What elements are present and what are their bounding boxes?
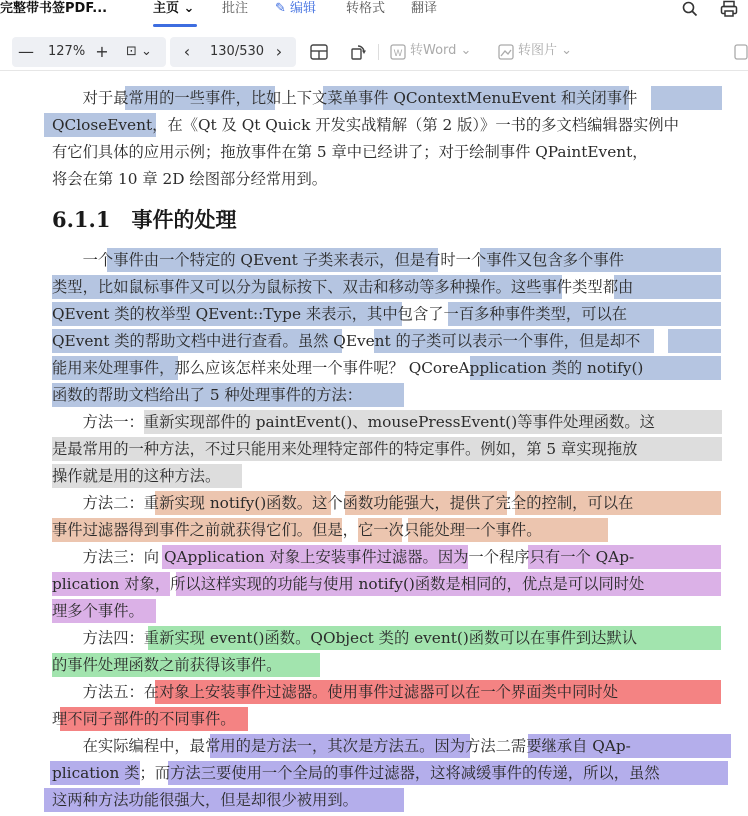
toolbar-divider bbox=[378, 44, 379, 60]
prev-page-button[interactable]: ‹ bbox=[183, 42, 191, 61]
menu-bar bbox=[0, 0, 748, 28]
to-image-button[interactable]: 转图片 ⌄ bbox=[518, 43, 573, 58]
word-icon bbox=[390, 44, 406, 60]
image-icon bbox=[498, 44, 514, 60]
text-line: 理不同子部件的不同事件。 bbox=[0, 706, 748, 732]
text-line: plication 类；而方法三要使用一个全局的事件过滤器，这将减缓事件的传递，所以，虽然 bbox=[0, 760, 748, 786]
section-heading: 6.1.1 事件的处理 bbox=[52, 207, 237, 232]
menu-translate[interactable]: 翻译 bbox=[411, 1, 438, 16]
text-line: 方法五：在对象上安装事件过滤器。使用事件过滤器可以在一个界面类中同时处 bbox=[0, 679, 748, 705]
menu-edit[interactable]: ✎ 编辑 bbox=[275, 1, 317, 16]
print-icon[interactable] bbox=[720, 0, 738, 18]
to-word-button[interactable]: 转Word ⌄ bbox=[410, 43, 472, 58]
text-line: 有它们具体的应用示例；拖放事件在第 5 章中已经讲了；对于绘制事件 QPaintEvent， bbox=[52, 143, 648, 161]
text-line: 方法三：向 QApplication 对象上安装事件过滤器。因为一个程序只有一个 QAp- bbox=[0, 544, 748, 570]
text-line: 方法二：重新实现 notify()函数。这个函数功能强大，提供了完全的控制，可以在 bbox=[0, 490, 748, 516]
menu-annotate[interactable]: 批注 bbox=[222, 1, 249, 16]
document-page bbox=[0, 70, 748, 816]
text-line: 这两种方法功能很强大，但是却很少被用到。 bbox=[0, 787, 748, 813]
more-tools-icon[interactable] bbox=[734, 44, 748, 60]
toolbar bbox=[0, 36, 748, 68]
highlight-blue[interactable] bbox=[668, 329, 721, 353]
text-line: 理多个事件。 bbox=[0, 598, 748, 624]
zoom-level[interactable]: 127% bbox=[48, 44, 86, 59]
zoom-group bbox=[12, 37, 166, 67]
text-line: 类型，比如鼠标事件又可以分为鼠标按下、双击和移动等多种操作。这些事件类型都由 bbox=[0, 274, 748, 300]
text-line: 将会在第 10 章 2D 绘图部分经常用到。 bbox=[52, 170, 328, 188]
text-line: 一个事件由一个特定的 QEvent 子类来表示，但是有时一个事件又包含多个事件 bbox=[0, 247, 748, 273]
text-line: plication 对象，所以这样实现的功能与使用 notify()函数是相同的，优点是可以同时处 bbox=[0, 571, 748, 597]
highlight-blue[interactable] bbox=[651, 86, 722, 110]
text-line: 操作就是用的这种方法。 bbox=[0, 463, 748, 489]
text-line: 是最常用的一种方法，不过只能用来处理特定部件的特定事件。例如，第 5 章实现拖放 bbox=[0, 436, 748, 462]
active-tab-indicator bbox=[153, 24, 197, 27]
app-title[interactable]: 完整带书签PDF... bbox=[0, 1, 108, 16]
page-indicator[interactable]: 130/530 bbox=[210, 44, 265, 59]
text-line: 的事件处理函数之前获得该事件。 bbox=[0, 652, 748, 678]
rotate-icon[interactable] bbox=[350, 43, 366, 61]
next-page-button[interactable]: › bbox=[275, 42, 283, 61]
zoom-in-button[interactable]: + bbox=[95, 42, 109, 61]
text-line: 函数的帮助文档给出了 5 种处理事件的方法： bbox=[0, 382, 748, 408]
text-line: 方法四：重新实现 event()函数。QObject 类的 event()函数可以在事件到达默认 bbox=[0, 625, 748, 651]
search-icon[interactable] bbox=[681, 0, 699, 18]
text-line: 事件过滤器得到事件之前就获得它们。但是，它一次只能处理一个事件。 bbox=[0, 517, 748, 543]
text-line: QCloseEvent，在《Qt 及 Qt Quick 开发实战精解（第 2 版）》一书的多文档编辑器实例中 bbox=[0, 112, 748, 138]
svg-text:W: W bbox=[393, 48, 403, 58]
text-line: 能用来处理事件，那么应该怎样来处理一个事件呢？ QCoreApplication 类的 notify() bbox=[0, 355, 748, 381]
zoom-out-button[interactable]: — bbox=[18, 42, 34, 61]
page-navigator bbox=[170, 37, 296, 67]
menu-home[interactable]: 主页 ⌄ bbox=[153, 1, 195, 16]
fit-page-button[interactable]: ⊡ ⌄ bbox=[126, 44, 152, 59]
text-line: 在实际编程中，最常用的是方法一，其次是方法五。因为方法二需要继承自 QAp- bbox=[0, 733, 748, 759]
text-line: 对于最常用的一些事件，比如上下文菜单事件 QContextMenuEvent 和关闭事件 bbox=[0, 85, 748, 111]
text-line: QEvent 类的帮助文档中进行查看。虽然 QEvent 的子类可以表示一个事件，但是却不 bbox=[0, 328, 748, 354]
layout-icon[interactable] bbox=[310, 44, 328, 60]
text-line: QEvent 类的枚举型 QEvent::Type 来表示，其中包含了一百多种事件类型，可以在 bbox=[0, 301, 748, 327]
menu-convert[interactable]: 转格式 bbox=[346, 1, 386, 16]
text-line: 方法一：重新实现部件的 paintEvent()、mousePressEvent()等事件处理函数。这 bbox=[0, 409, 748, 435]
